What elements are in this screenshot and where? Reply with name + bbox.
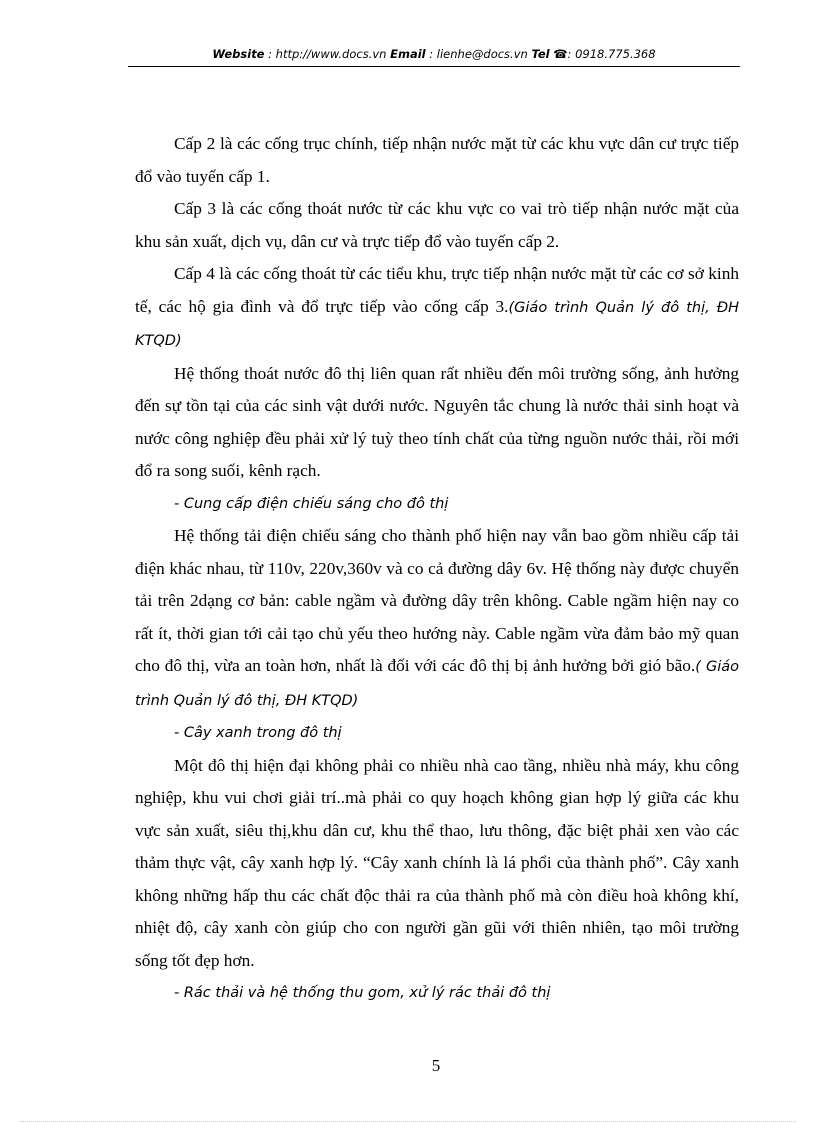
tel-value: : 0918.775.368 <box>567 47 656 61</box>
citation: ( Giáo trình Quản lý đô thị, ĐH KTQD) <box>135 659 739 709</box>
subheading-trees: - Cây xanh trong đô thị <box>174 725 342 741</box>
tel-label: Tel <box>531 47 550 61</box>
paragraph-lighting <box>135 520 739 717</box>
phone-icon: ☎ <box>553 47 568 61</box>
paragraph-text: Hệ thống tải điện chiếu sáng cho thành phố hiện nay vẫn bao gồm nhiều cấp tải điện khác nhau, từ 110v, 220v,360v và co cả đường dây 6v. Hệ thống này được chuyển tải trên 2dạng cơ bản: cable ngầm và đường dây trên không. Cable ngầm hiện nay co rất ít, thời gian tới cải tạo chủ yếu theo hướng này. Cable ngầm vừa đảm bảo mỹ quan cho đô thị, vừa an toàn hơn, nhất là đối với các đô thị bị ảnh hưởng bởi gió bão. <box>135 526 739 675</box>
page-bottom-border <box>20 1121 796 1122</box>
paragraph-cap-4 <box>135 258 739 358</box>
page-header <box>128 47 740 61</box>
document-body <box>135 128 739 1010</box>
subheading-waste: - Rác thải và hệ thống thu gom, xử lý rác thải đô thị <box>174 985 551 1001</box>
website-label: Website <box>212 47 265 61</box>
citation: (Giáo trình Quản lý đô thị, ĐH KTQD) <box>135 299 739 349</box>
page-number: 5 <box>431 1056 441 1075</box>
paragraph-cap-3: Cấp 3 là các cống thoát nước từ các khu vực co vai trò tiếp nhận nước mặt của khu sản xuất, dịch vụ, dân cư và trực tiếp đổ vào tuyến cấp 2. <box>135 199 739 251</box>
email-value: : lienhe@docs.vn <box>425 47 532 61</box>
paragraph-trees: Một đô thị hiện đại không phải co nhiều nhà cao tầng, nhiều nhà máy, khu công nghiệp, khu vui chơi giải trí..mà phải co quy hoạch không gian hợp lý giữa các khu vực sản xuất, siêu thị,khu dân cư, khu thể thao, lưu thông, đặc biệt phải xen vào các thảm thực vật, cây xanh hợp lý. “Cây xanh chính là lá phổi của thành phố”. Cây xanh không những hấp thu các chất độc thải ra của thành phố mà còn điều hoà không khí, nhiệt độ, cây xanh còn giúp cho con người gần gũi với thiên nhiên, tạo môi trường sống tốt đẹp hơn. <box>135 755 739 970</box>
paragraph-text: Cấp 4 là các cống thoát từ các tiểu khu, trực tiếp nhận nước mặt từ các cơ sở kinh tế, các hộ gia đình và đổ trực tiếp vào cống cấp 3. <box>135 264 739 316</box>
subheading-lighting: - Cung cấp điện chiếu sáng cho đô thị <box>174 495 449 512</box>
paragraph-cap-2: Cấp 2 là các cống trục chính, tiếp nhận nước mặt từ các khu vực dân cư trực tiếp đổ vào tuyến cấp 1. <box>135 134 739 186</box>
header-divider <box>128 66 740 67</box>
paragraph-drainage: Hệ thống thoát nước đô thị liên quan rất nhiều đến môi trường sống, ảnh hưởng đến sự tồn tại của các sinh vật dưới nước. Nguyên tắc chung là nước thải sinh hoạt và nước công nghiệp đều phải xử lý tuỳ theo tính chất của từng nguồn nước thải, rồi mới đổ ra song suối, kênh rạch. <box>135 363 739 480</box>
website-value: : http://www.docs.vn <box>264 47 391 61</box>
email-label: Email <box>390 47 426 61</box>
